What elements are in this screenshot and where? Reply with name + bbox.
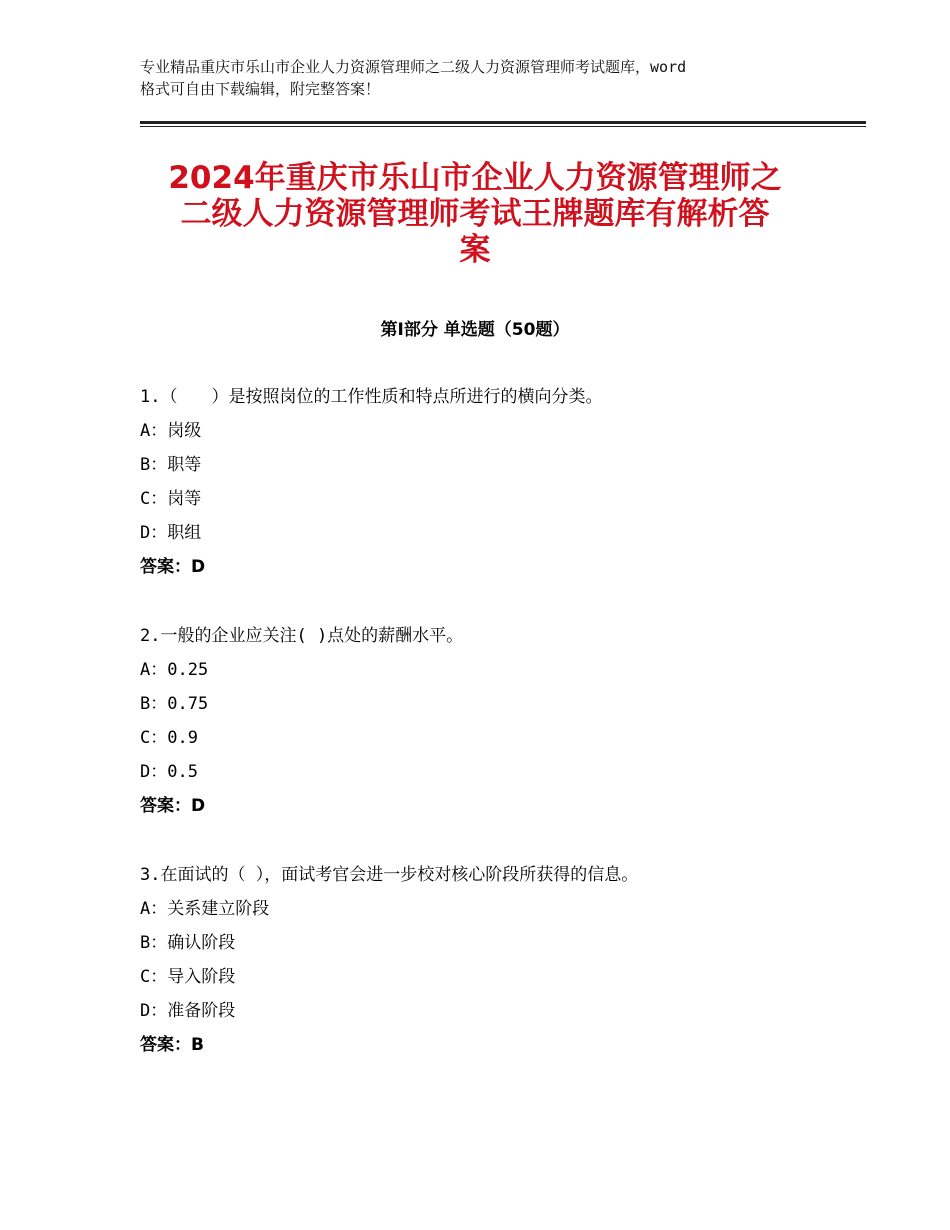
header-note-line: 专业精品重庆市乐山市企业人力资源管理师之二级人力资源管理师考试题库，word [140, 58, 687, 76]
question-stem: 2.一般的企业应关注( )点处的薪酬水平。 [140, 626, 464, 646]
option-a: A：0.25 [140, 660, 209, 680]
option-b: B：确认阶段 [140, 933, 236, 953]
question-block [140, 380, 840, 584]
option-a: A：岗级 [140, 421, 202, 441]
option-b: B：职等 [140, 455, 202, 475]
option-a: A：关系建立阶段 [140, 899, 270, 919]
document-title [120, 160, 830, 268]
title-line: 案 [459, 232, 491, 268]
answer-line: 答案：D [140, 796, 206, 816]
option-c: C：岗等 [140, 489, 202, 509]
question-stem: 3.在面试的（ ），面试考官会进一步校对核心阶段所获得的信息。 [140, 865, 639, 885]
answer-line: 答案：D [140, 557, 206, 577]
title-line: 2024年重庆市乐山市企业人力资源管理师之 [168, 160, 782, 196]
header-note [140, 56, 830, 100]
question-stem: 1.（ ）是按照岗位的工作性质和特点所进行的横向分类。 [140, 387, 603, 407]
question-block [140, 619, 840, 823]
option-c: C：0.9 [140, 728, 198, 748]
answer-line: 答案：B [140, 1035, 204, 1055]
title-line: 二级人力资源管理师考试王牌题库有解析答 [180, 196, 770, 232]
header-note-line: 格式可自由下载编辑，附完整答案！ [140, 80, 381, 98]
option-d: D：准备阶段 [140, 1001, 236, 1021]
option-d: D：职组 [140, 523, 202, 543]
question-block [140, 858, 840, 1062]
option-d: D：0.5 [140, 762, 198, 782]
section-heading: 第Ⅰ部分 单选题（50题） [380, 320, 570, 340]
option-b: B：0.75 [140, 694, 209, 714]
header-divider-thick [140, 121, 866, 124]
option-c: C：导入阶段 [140, 967, 236, 987]
header-divider-thin [140, 126, 866, 127]
